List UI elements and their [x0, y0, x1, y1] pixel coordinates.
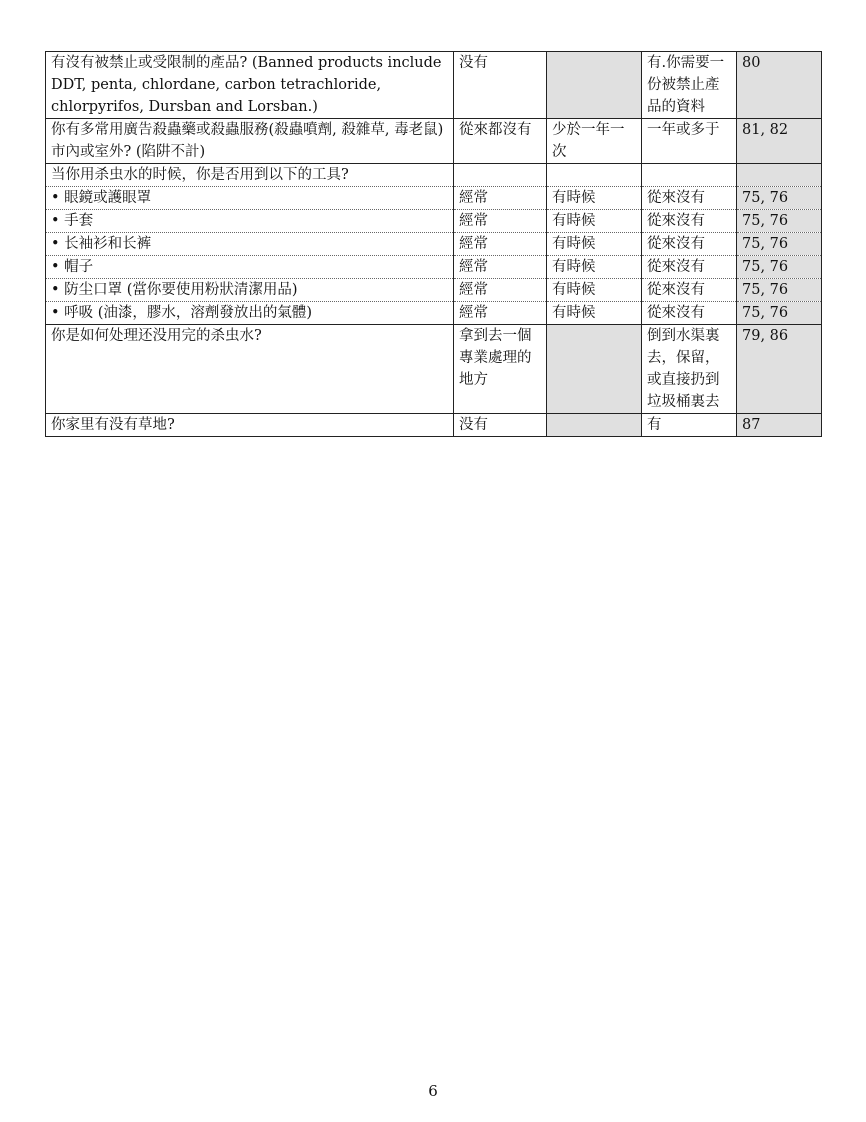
reference-cell: 75, 76 [737, 210, 822, 233]
question-cell: 当你用杀虫水的时候，你是否用到以下的工具? [46, 164, 454, 187]
answer-cell: 從來都沒有 [454, 119, 547, 164]
table-row [46, 210, 822, 233]
table-row [46, 187, 822, 210]
table-row [46, 279, 822, 302]
question-cell: • 呼吸 (油漆，膠水，溶劑發放出的氣體) [46, 302, 454, 325]
answer-cell [547, 52, 642, 119]
answer-cell: 一年或多于 [642, 119, 737, 164]
question-cell: 有沒有被禁止或受限制的產品? (Banned products include DDT, penta, chlordane, carbon tetrachloride, chlorpyrifos, Dursban and Lorsban.) [46, 52, 454, 119]
answer-cell: 倒到水渠裏去，保留，或直接扔到垃圾桶裏去 [642, 325, 737, 414]
table-row [46, 164, 822, 187]
answer-cell: 拿到去一個專業處理的地方 [454, 325, 547, 414]
reference-cell: 75, 76 [737, 233, 822, 256]
answer-cell: 没有 [454, 52, 547, 119]
question-cell: 你是如何处理还没用完的杀虫水? [46, 325, 454, 414]
answer-cell: 從來沒有 [642, 256, 737, 279]
question-cell: • 帽子 [46, 256, 454, 279]
answer-cell: 經常 [454, 302, 547, 325]
reference-cell: 87 [737, 414, 822, 437]
table-row [46, 52, 822, 119]
table-row [46, 325, 822, 414]
answer-cell: 經常 [454, 187, 547, 210]
question-cell: 你家里有没有草地? [46, 414, 454, 437]
answer-cell: 從來沒有 [642, 302, 737, 325]
answer-cell: 經常 [454, 256, 547, 279]
reference-cell: 75, 76 [737, 302, 822, 325]
reference-cell [737, 164, 822, 187]
answer-cell: 没有 [454, 414, 547, 437]
answer-cell [547, 414, 642, 437]
answer-cell: 從來沒有 [642, 233, 737, 256]
answer-cell: 有時候 [547, 187, 642, 210]
reference-cell: 79, 86 [737, 325, 822, 414]
answer-cell: 有時候 [547, 279, 642, 302]
answer-cell: 少於一年一次 [547, 119, 642, 164]
reference-cell: 75, 76 [737, 279, 822, 302]
question-cell: • 眼鏡或護眼罩 [46, 187, 454, 210]
reference-cell: 81, 82 [737, 119, 822, 164]
answer-cell: 從來沒有 [642, 210, 737, 233]
answer-cell: 有時候 [547, 256, 642, 279]
question-cell: 你有多常用廣告殺蟲藥或殺蟲服務(殺蟲噴劑, 殺雜草, 毒老鼠) 市內或室外? (陷阱不計) [46, 119, 454, 164]
answer-cell: 有時候 [547, 233, 642, 256]
answer-cell [642, 164, 737, 187]
answer-cell: 從來沒有 [642, 279, 737, 302]
answer-cell [547, 164, 642, 187]
page-number: 6 [428, 1082, 438, 1100]
table-row [46, 414, 822, 437]
table-row [46, 302, 822, 325]
answer-cell [454, 164, 547, 187]
question-cell: • 手套 [46, 210, 454, 233]
answer-cell: 經常 [454, 279, 547, 302]
answer-cell: 從來沒有 [642, 187, 737, 210]
answer-cell: 經常 [454, 233, 547, 256]
question-cell: • 长袖衫和长裤 [46, 233, 454, 256]
table-row [46, 256, 822, 279]
answer-cell: 有.你需要一份被禁止產品的資料 [642, 52, 737, 119]
questionnaire-table [45, 51, 822, 437]
answer-cell: 經常 [454, 210, 547, 233]
answer-cell: 有時候 [547, 210, 642, 233]
reference-cell: 80 [737, 52, 822, 119]
table-row [46, 233, 822, 256]
answer-cell: 有 [642, 414, 737, 437]
table-row [46, 119, 822, 164]
reference-cell: 75, 76 [737, 187, 822, 210]
answer-cell [547, 325, 642, 414]
question-cell: • 防尘口罩 (當你要使用粉狀清潔用品) [46, 279, 454, 302]
answer-cell: 有時候 [547, 302, 642, 325]
reference-cell: 75, 76 [737, 256, 822, 279]
